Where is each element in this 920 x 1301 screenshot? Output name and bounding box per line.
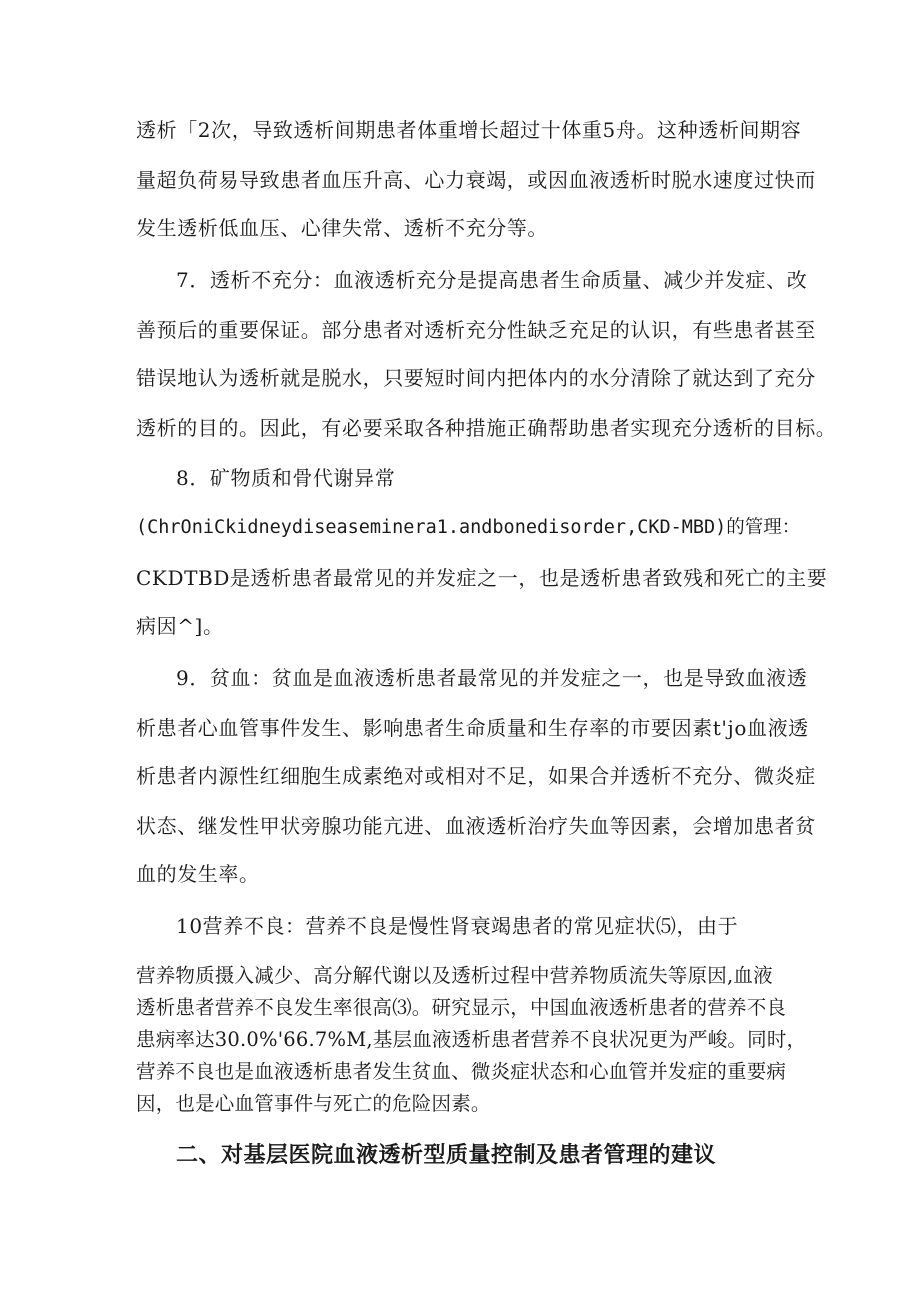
- text-line: 善预后的重要保证。部分患者对透析充分性缺乏充足的认识，有些患者甚至: [136, 318, 816, 342]
- text-line: 透析的目的。因此，有必要采取各种措施正确帮助患者实现充分透析的目标。: [136, 416, 837, 440]
- text-line: 析患者内源性红细胞生成素绝对或相对不足，如果合并透析不充分、微炎症: [136, 764, 816, 788]
- text-line: 营养不良也是血液透析患者发生贫血、微炎症状态和心血管并发症的重要病: [136, 1060, 787, 1083]
- text-line: 因，也是心血管事件与死亡的危险因素。: [136, 1092, 491, 1115]
- text-line: 量超负荷易导致患者血压升高、心力衰竭，或因血液透析时脱水速度过快而: [136, 168, 816, 192]
- paragraph-8-start: 8．矿物质和骨代谢异常: [176, 466, 396, 490]
- text-line: 析患者心血管事件发生、影响患者生命质量和生存率的市要因素t'jo血液透: [136, 716, 809, 740]
- paragraph-9-start: 9．贫血：贫血是血液透析患者最常见的并发症之一，也是导致血液透: [176, 666, 808, 690]
- text-line: 透析「2次，导致透析间期患者体重增长超过十体重5舟。这种透析间期容: [136, 118, 802, 142]
- paragraph-7-start: 7．透析不充分：血液透析充分是提高患者生命质量、减少并发症、改: [176, 268, 808, 292]
- text-line: 发生透析低血压、心律失常、透析不充分等。: [136, 216, 548, 240]
- text-line: 状态、继发性甲状旁腺功能亢进、血液透析治疗失血等因素，会增加患者贫: [136, 814, 816, 838]
- text-line: 透析患者营养不良发生率很高⑶。研究显示，中国血液透析患者的营养不良: [136, 996, 787, 1019]
- text-line: 血的发生率。: [136, 862, 260, 886]
- text-line: (ChrOniCkidneydiseaseminera1.andbonedisorder,CKD-MBD)的管理：: [136, 517, 801, 538]
- text-line: 营养物质摄入减少、高分解代谢以及透析过程中营养物质流失等原因,血液: [136, 964, 773, 987]
- text-line: 患病率达30.0%'66.7%M,基层血液透析患者营养不良状况更为严峻。同时，: [136, 1028, 807, 1051]
- text-line: CKDTBD是透析患者最常见的并发症之一，也是透析患者致残和死亡的主要: [136, 566, 828, 590]
- paragraph-10-start: 10营养不良：营养不良是慢性肾衰竭患者的常见症状⑸，由于: [176, 914, 739, 938]
- section-heading: 二、对基层医院血液透析型质量控制及患者管理的建议: [176, 1143, 717, 1168]
- text-line: 错误地认为透析就是脱水，只要短时间内把体内的水分清除了就达到了充分: [136, 366, 816, 390]
- text-line: 病因^]。: [136, 614, 224, 638]
